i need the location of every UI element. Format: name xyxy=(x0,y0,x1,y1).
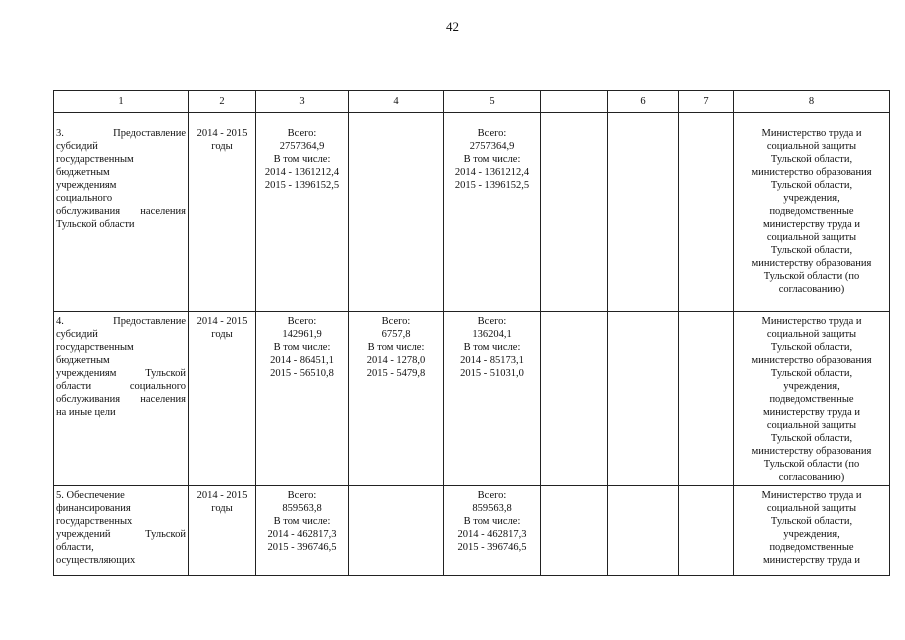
cell-line: министерству образования xyxy=(751,258,872,269)
cell-line: 2757364,9 xyxy=(279,141,325,152)
cell-line: министерство образования xyxy=(751,355,872,366)
responsible-cell xyxy=(734,312,890,486)
empty-cell xyxy=(541,113,608,312)
cell-line: 2015 - 1396152,5 xyxy=(454,180,530,191)
col-header-4: 4 xyxy=(349,91,444,113)
cell-line: субсидий xyxy=(56,141,98,152)
cell-line: бюджетным xyxy=(56,167,110,178)
cell-line: подведомственные xyxy=(769,206,854,217)
measure-name-cell xyxy=(54,312,189,486)
cell-line: 142961,9 xyxy=(282,329,322,340)
cell-line: области, xyxy=(56,542,94,553)
cell-line: 3. Предоставление xyxy=(56,128,186,139)
cell-line: государственным xyxy=(56,154,134,165)
regional-funding-cell xyxy=(444,113,541,312)
cell-line: 2015 - 51031,0 xyxy=(460,368,524,379)
col7-cell xyxy=(679,486,734,576)
cell-line: осуществляющих xyxy=(56,555,136,566)
cell-line: Тульской области (по xyxy=(763,271,860,282)
cell-line: учреждениям Тульской xyxy=(56,368,186,379)
cell-line: министерству образования xyxy=(751,446,872,457)
col-header-2: 2 xyxy=(189,91,256,113)
total-funding-cell xyxy=(256,113,349,312)
cell-line: 5. Обеспечение xyxy=(56,490,125,501)
cell-line: Тульской области, xyxy=(770,433,853,444)
cell-line: В том числе: xyxy=(463,516,521,527)
empty-cell xyxy=(541,486,608,576)
responsible-cell xyxy=(734,486,890,576)
cell-line: 2757364,9 xyxy=(469,141,515,152)
cell-line: 136204,1 xyxy=(472,329,512,340)
cell-line: учреждений Тульской xyxy=(56,529,186,540)
measure-name-cell xyxy=(54,113,189,312)
cell-line: Тульской области, xyxy=(770,368,853,379)
cell-line: В том числе: xyxy=(273,516,331,527)
regional-funding-cell xyxy=(444,486,541,576)
cell-line: 2015 - 56510,8 xyxy=(270,368,334,379)
cell-line: области социального xyxy=(56,381,186,392)
cell-line: В том числе: xyxy=(273,342,331,353)
cell-line: социальной защиты xyxy=(766,503,857,514)
cell-line: социальной защиты xyxy=(766,141,857,152)
cell-line: Тульской области, xyxy=(770,154,853,165)
cell-line: 6757,8 xyxy=(381,329,411,340)
period-cell xyxy=(189,113,256,312)
cell-line: В том числе: xyxy=(273,154,331,165)
cell-line: Всего: xyxy=(287,316,317,327)
cell-line: на иные цели xyxy=(56,407,116,418)
period-cell xyxy=(189,486,256,576)
cell-line: Министерство труда и xyxy=(761,128,862,139)
cell-line: годы xyxy=(211,329,233,340)
col-header-blank xyxy=(541,91,608,113)
cell-line: 2014 - 2015 xyxy=(196,128,248,139)
cell-line: 2014 - 462817,3 xyxy=(457,529,527,540)
cell-line: В том числе: xyxy=(463,342,521,353)
cell-line: 2015 - 396746,5 xyxy=(267,542,337,553)
empty-cell xyxy=(541,312,608,486)
col-header-1: 1 xyxy=(54,91,189,113)
cell-line: министерству труда и xyxy=(762,555,861,566)
col7-cell xyxy=(679,312,734,486)
cell-line: согласованию) xyxy=(778,284,845,295)
cell-line: 2015 - 5479,8 xyxy=(366,368,426,379)
cell-line: 2014 - 85173,1 xyxy=(460,355,524,366)
page-number: 42 xyxy=(446,19,459,34)
col6-cell xyxy=(608,113,679,312)
cell-line: социальной защиты xyxy=(766,329,857,340)
cell-line: Министерство труда и xyxy=(761,490,862,501)
cell-line: обслуживания населения xyxy=(56,394,186,405)
col-header-5: 5 xyxy=(444,91,541,113)
cell-line: 2014 - 86451,1 xyxy=(270,355,334,366)
program-table xyxy=(53,90,890,576)
cell-line: учреждениям xyxy=(56,180,117,191)
cell-line: 2014 - 2015 xyxy=(196,490,248,501)
cell-line: подведомственные xyxy=(769,394,854,405)
cell-line: 859563,8 xyxy=(282,503,322,514)
cell-line: Тульской области, xyxy=(770,516,853,527)
cell-line: министерству труда и xyxy=(762,219,861,230)
federal-funding-cell xyxy=(349,312,444,486)
cell-line: 4. Предоставление xyxy=(56,316,186,327)
cell-line: Министерство труда и xyxy=(761,316,862,327)
cell-line: Тульской области (по xyxy=(763,459,860,470)
cell-line: социальной защиты xyxy=(766,232,857,243)
cell-line: учреждения, xyxy=(783,193,840,204)
cell-line: В том числе: xyxy=(463,154,521,165)
cell-line: Всего: xyxy=(381,316,411,327)
col-header-3: 3 xyxy=(256,91,349,113)
cell-line: Всего: xyxy=(477,128,507,139)
cell-line: 2014 - 1361212,4 xyxy=(264,167,340,178)
cell-line: Тульской области, xyxy=(770,245,853,256)
cell-line: 2014 - 462817,3 xyxy=(267,529,337,540)
cell-line: 2014 - 2015 xyxy=(196,316,248,327)
cell-line: государственным xyxy=(56,342,134,353)
cell-line: 859563,8 xyxy=(472,503,512,514)
period-cell xyxy=(189,312,256,486)
cell-line: учреждения, xyxy=(783,381,840,392)
col6-cell xyxy=(608,312,679,486)
table-row xyxy=(54,486,890,576)
cell-line: социальной защиты xyxy=(766,420,857,431)
cell-line: учреждения, xyxy=(783,529,840,540)
total-funding-cell xyxy=(256,486,349,576)
cell-line: 2015 - 1396152,5 xyxy=(264,180,340,191)
col-header-8: 8 xyxy=(734,91,890,113)
col7-cell xyxy=(679,113,734,312)
cell-line: 2014 - 1361212,4 xyxy=(454,167,530,178)
cell-line: подведомственные xyxy=(769,542,854,553)
table-row xyxy=(54,312,890,486)
cell-line: Всего: xyxy=(477,316,507,327)
cell-line: государственных xyxy=(56,516,133,527)
responsible-cell xyxy=(734,113,890,312)
cell-line: 2014 - 1278,0 xyxy=(366,355,426,366)
cell-line: министерству труда и xyxy=(762,407,861,418)
cell-line: социального xyxy=(56,193,113,204)
regional-funding-cell xyxy=(444,312,541,486)
col-header-6: 6 xyxy=(608,91,679,113)
total-funding-cell xyxy=(256,312,349,486)
cell-line: Всего: xyxy=(287,128,317,139)
col-header-7: 7 xyxy=(679,91,734,113)
table-row xyxy=(54,113,890,312)
cell-line: обслуживания населения xyxy=(56,206,186,217)
cell-line: финансирования xyxy=(56,503,131,514)
cell-line: Всего: xyxy=(477,490,507,501)
header-row xyxy=(54,91,890,113)
cell-line: субсидий xyxy=(56,329,98,340)
cell-line: годы xyxy=(211,141,233,152)
cell-line: согласованию) xyxy=(778,472,845,483)
col6-cell xyxy=(608,486,679,576)
cell-line: Тульской области xyxy=(56,219,135,230)
cell-line: годы xyxy=(211,503,233,514)
measure-name-cell xyxy=(54,486,189,576)
cell-line: министерство образования xyxy=(751,167,872,178)
cell-line: В том числе: xyxy=(367,342,425,353)
federal-funding-cell xyxy=(349,113,444,312)
cell-line: 2015 - 396746,5 xyxy=(457,542,527,553)
cell-line: бюджетным xyxy=(56,355,110,366)
federal-funding-cell xyxy=(349,486,444,576)
cell-line: Тульской области, xyxy=(770,180,853,191)
cell-line: Всего: xyxy=(287,490,317,501)
cell-line: Тульской области, xyxy=(770,342,853,353)
